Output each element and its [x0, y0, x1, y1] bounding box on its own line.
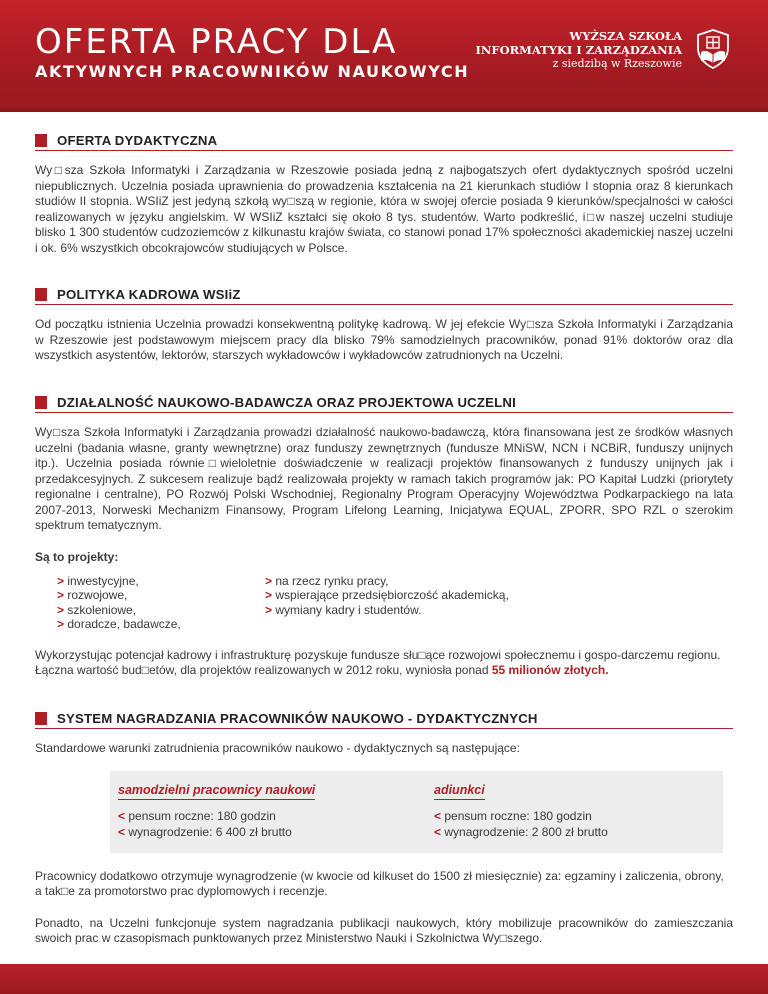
conditions-box — [110, 771, 723, 853]
list-item: > inwestycyjne, — [57, 573, 139, 588]
funds-text: Wykorzystując potencjał kadrowy i infrastrukturę pozyskuje fundusze słu□ące rozwojowi społecznemu i gospo-darczemu regionu. — [35, 647, 721, 662]
list-item: > szkoleniowe, — [57, 602, 137, 617]
bullet-arrow-icon: > — [265, 602, 273, 617]
bullet-arrow-icon: > — [57, 617, 65, 631]
list-item: > wspierające przedsiębiorczość akademicką, — [265, 588, 509, 602]
section-oferta — [35, 128, 733, 256]
projects-list — [35, 574, 733, 632]
conditions-group-title: samodzielni pracownicy naukowi — [118, 783, 315, 800]
section-system — [35, 706, 733, 947]
section-text: Wy□sza Szkoła Informatyki i Zarządzania w Rzeszowie posiada jedną z najbogatszych ofert dydaktycznych spośród uczelni niepublicznych. Uczelnia posiada uprawnienia do prowadzenia kształcenia na 21 kierunkach studiów I stopnia oraz 8 kierunkach studiów II stopnia. WSIiZ jest jedyną szkołą wy□szą w regionie, która w swojej ofercie posiada 9 kierunków/specjalności w całości realizowanych w języku angielskim. W WSIiZ kształci się około 8 tys. studentów. Warto podkreślić, i□w naszej uczelni studiuje blisko 1 300 studentów cudzoziemców z kilkunastu krajów świata, co stanowi ponad 17% społeczności akademickiej naszej uczelni i ok. 6% wszystkich obcokrajowców studiujących w Polsce. — [35, 163, 733, 255]
section-dzialalnosc — [35, 390, 733, 679]
conditions-group-title: adiunkci — [434, 783, 485, 800]
footer-band — [0, 964, 768, 994]
bullet-arrow-icon: > — [265, 588, 273, 602]
list-item: > wymiany kadry i studentów. — [265, 602, 422, 617]
school-name — [476, 30, 682, 71]
conditions-line: < wynagrodzenie: 6 400 zł brutto — [118, 824, 292, 839]
section-title: SYSTEM NAGRADZANIA PRACOWNIKÓW NAUKOWO - DYDAKTYCZNYCH — [57, 711, 538, 726]
section-header — [35, 282, 733, 305]
crest-icon — [692, 28, 734, 70]
bullet-arrow-icon: < — [118, 808, 126, 823]
bullet-arrow-icon: > — [265, 573, 273, 588]
section-marker-icon — [35, 712, 47, 725]
section-intro: Standardowe warunki zatrudnienia pracowników naukowo - dydaktycznych są następujące: — [35, 741, 520, 755]
page-title: OFERTA PRACY DLA — [35, 22, 398, 62]
section-marker-icon — [35, 134, 47, 147]
projects-label: Są to projekty: — [35, 549, 119, 564]
conditions-line: < pensum roczne: 180 godzin — [434, 808, 592, 823]
bullet-arrow-icon: > — [57, 573, 65, 588]
projects-column-left — [35, 574, 265, 632]
header-banner — [0, 0, 768, 112]
conditions-line: < pensum roczne: 180 godzin — [118, 808, 276, 823]
bullet-arrow-icon: > — [57, 588, 65, 602]
section-text: Od początku istnienia Uczelnia prowadzi konsekwentną politykę kadrową. W jej efekcie Wy□sza Szkoła Informatyki i Zarządzania w Rzeszowie jest podstawowym miejscem pracy dla blisko 79% samodzielnych pracowników, ponad 91% doktorów oraz dla wszystkich asystentów, lektorów, starszych wykładowców i wykładowców zatrudnionych na Uczelni. — [35, 317, 733, 362]
section-header — [35, 706, 733, 729]
list-item: > na rzecz rynku pracy, — [265, 573, 389, 588]
budget-text: Łączna wartość bud□etów, dla projektów realizowanych w 2012 roku, wyniosła ponad 55 milionów złotych. — [35, 663, 609, 677]
section-polityka — [35, 282, 733, 364]
list-item: > doradcze, badawcze, — [57, 617, 181, 631]
conditions-line: < wynagrodzenie: 2 800 zł brutto — [434, 824, 608, 839]
extra-pay-text: Pracownicy dodatkowo otrzymuje wynagrodzenie (w kwocie od kilkuset do 1500 zł miesięcznie) za: egzaminy i zaliczenia, obrony, a tak□e za promotorstwo prac dyplomowych i recenzje. — [35, 868, 724, 898]
section-title: POLITYKA KADROWA WSIiZ — [57, 287, 241, 302]
section-header — [35, 390, 733, 413]
bullet-arrow-icon: < — [434, 808, 442, 823]
section-marker-icon — [35, 288, 47, 301]
conditions-group — [118, 781, 408, 840]
school-name-line2: INFORMATYKI I ZARZĄDZANIA — [475, 42, 682, 57]
publication-text: Ponadto, na Uczelni funkcjonuje system nagradzania publikacji naukowych, który mobilizuje pracowników do zamieszczania swoich prac w czasopismach punktowanych przez Ministerstwo Nauki i Szkolnictwa Wy□szego. — [35, 915, 733, 945]
section-title: DZIAŁALNOŚĆ NAUKOWO-BADAWCZA ORAZ PROJEKTOWA UCZELNI — [57, 395, 516, 410]
projects-column-right — [265, 574, 509, 632]
list-item: > rozwojowe, — [57, 588, 128, 602]
section-text: Wy□sza Szkoła Informatyki i Zarządzania prowadzi działalność naukowo-badawczą, która finansowana jest ze środków własnych uczelni (badania własne, granty wewnętrzne) oraz funduszy zewnętrznych (fundusze MNiSW, NCN i NCBiR, funduszy unijnych itp.). Uczelnia posiada równie□wieloletnie doświadczenie w realizacji projektów finansowanych z funduszy unijnych jak i przedakcesyjnych. Z sukcesem realizuje bądź realizowała projekty w ramach takich programów jak: PO Kapitał Ludzki (priorytety regionalne i centralne), PO Rozwój Polski Wschodniej, Regionalny Program Operacyjny Województwa Podkarpackiego na lata 2007-2013, Norweski Mechanizm Finansowy, Program Lifelong Learning, Inicjatywa EQUAL, ZPORR, SPO RZL o szerokim spektrum tematycznym. — [35, 425, 733, 532]
section-header — [35, 128, 733, 151]
section-title: OFERTA DYDAKTYCZNA — [57, 133, 218, 148]
section-marker-icon — [35, 396, 47, 409]
school-name-line1: WYŻSZA SZKOŁA — [569, 29, 682, 43]
conditions-group — [434, 781, 724, 840]
bullet-arrow-icon: < — [434, 824, 442, 839]
bullet-arrow-icon: > — [57, 602, 65, 617]
school-location: z siedzibą w Rzeszowie — [552, 57, 682, 70]
bullet-arrow-icon: < — [118, 824, 126, 839]
budget-value: 55 milionów złotych. — [491, 663, 609, 677]
page-subtitle: AKTYWNYCH PRACOWNIKÓW NAUKOWYCH — [35, 62, 470, 81]
